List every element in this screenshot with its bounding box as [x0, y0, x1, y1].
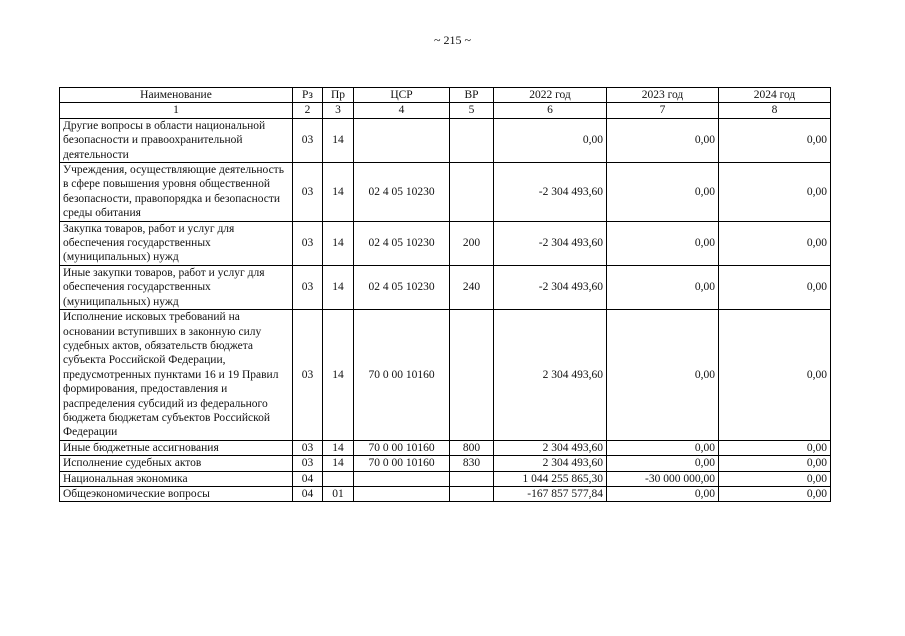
column-number: 7 — [607, 103, 719, 118]
row-csr: 70 0 00 10160 — [354, 456, 450, 471]
row-2023: -30 000 000,00 — [607, 471, 719, 486]
row-csr: 70 0 00 10160 — [354, 440, 450, 455]
row-vr — [450, 486, 494, 501]
row-vr: 830 — [450, 456, 494, 471]
row-name: Исполнение судебных актов — [60, 456, 293, 471]
row-2023: 0,00 — [607, 221, 719, 265]
row-name: Другие вопросы в области национальной безопасности и правоохранительной деятельности — [60, 118, 293, 162]
column-number: 6 — [494, 103, 607, 118]
row-rz: 03 — [293, 118, 323, 162]
row-vr — [450, 163, 494, 222]
header-2024: 2024 год — [719, 88, 831, 103]
row-rz: 03 — [293, 456, 323, 471]
column-number: 4 — [354, 103, 450, 118]
row-2023: 0,00 — [607, 118, 719, 162]
row-2024: 0,00 — [719, 310, 831, 441]
row-pr: 14 — [323, 163, 354, 222]
row-2022: 2 304 493,60 — [494, 440, 607, 455]
page-number: ~ 215 ~ — [434, 33, 471, 47]
row-2023: 0,00 — [607, 440, 719, 455]
row-pr — [323, 471, 354, 486]
row-2023: 0,00 — [607, 486, 719, 501]
row-name: Иные закупки товаров, работ и услуг для обеспечения государственных (муниципальных) нужд — [60, 265, 293, 309]
header-rz: Рз — [293, 88, 323, 103]
row-2022: 1 044 255 865,30 — [494, 471, 607, 486]
header-pr: Пр — [323, 88, 354, 103]
row-2022: -2 304 493,60 — [494, 221, 607, 265]
row-2022: 0,00 — [494, 118, 607, 162]
table-row — [60, 310, 831, 441]
row-csr: 02 4 05 10230 — [354, 163, 450, 222]
row-rz: 03 — [293, 440, 323, 455]
row-pr: 14 — [323, 456, 354, 471]
row-2022: -2 304 493,60 — [494, 265, 607, 309]
row-rz: 03 — [293, 310, 323, 441]
row-2022: 2 304 493,60 — [494, 310, 607, 441]
row-2022: -167 857 577,84 — [494, 486, 607, 501]
row-2024: 0,00 — [719, 440, 831, 455]
table-row — [60, 471, 831, 486]
row-csr: 02 4 05 10230 — [354, 265, 450, 309]
row-name: Исполнение исковых требований на основании вступивших в законную силу судебных актов, обязательств бюджета субъекта Российской Федерации, предусмотренных пунктами 16 и 19 Правил формирования, предоставления и распределения субсидий из федерального бюджета бюджетам субъектов Российской Федерации — [60, 310, 293, 441]
table-row — [60, 118, 831, 162]
table-row — [60, 221, 831, 265]
row-csr: 70 0 00 10160 — [354, 310, 450, 441]
row-2022: 2 304 493,60 — [494, 456, 607, 471]
budget-table — [59, 87, 831, 502]
table-row — [60, 163, 831, 222]
row-pr: 14 — [323, 310, 354, 441]
row-name: Учреждения, осуществляющие деятельность в сфере повышения уровня общественной безопасности, правопорядка и безопасности среды обитания — [60, 163, 293, 222]
row-2023: 0,00 — [607, 265, 719, 309]
row-2024: 0,00 — [719, 471, 831, 486]
row-pr: 01 — [323, 486, 354, 501]
row-csr — [354, 486, 450, 501]
header-row — [60, 88, 831, 103]
header-2022: 2022 год — [494, 88, 607, 103]
row-2024: 0,00 — [719, 118, 831, 162]
row-vr: 200 — [450, 221, 494, 265]
header-csr: ЦСР — [354, 88, 450, 103]
row-2023: 0,00 — [607, 163, 719, 222]
header-2023: 2023 год — [607, 88, 719, 103]
column-number: 1 — [60, 103, 293, 118]
row-2024: 0,00 — [719, 486, 831, 501]
row-rz: 03 — [293, 221, 323, 265]
row-2024: 0,00 — [719, 265, 831, 309]
table-row — [60, 265, 831, 309]
row-2024: 0,00 — [719, 221, 831, 265]
row-csr — [354, 118, 450, 162]
row-2023: 0,00 — [607, 456, 719, 471]
row-vr — [450, 118, 494, 162]
row-csr — [354, 471, 450, 486]
row-pr: 14 — [323, 440, 354, 455]
row-2024: 0,00 — [719, 163, 831, 222]
row-vr — [450, 471, 494, 486]
row-rz: 04 — [293, 486, 323, 501]
row-csr: 02 4 05 10230 — [354, 221, 450, 265]
row-rz: 03 — [293, 265, 323, 309]
header-vr: ВР — [450, 88, 494, 103]
row-vr — [450, 310, 494, 441]
row-pr: 14 — [323, 221, 354, 265]
row-pr: 14 — [323, 118, 354, 162]
row-pr: 14 — [323, 265, 354, 309]
row-vr: 800 — [450, 440, 494, 455]
row-vr: 240 — [450, 265, 494, 309]
row-2022: -2 304 493,60 — [494, 163, 607, 222]
row-name: Закупка товаров, работ и услуг для обеспечения государственных (муниципальных) нужд — [60, 221, 293, 265]
row-2023: 0,00 — [607, 310, 719, 441]
column-number: 8 — [719, 103, 831, 118]
column-number: 5 — [450, 103, 494, 118]
row-rz: 04 — [293, 471, 323, 486]
row-name: Национальная экономика — [60, 471, 293, 486]
column-number: 3 — [323, 103, 354, 118]
column-number: 2 — [293, 103, 323, 118]
table-row — [60, 440, 831, 455]
table-row — [60, 486, 831, 501]
row-name: Общеэкономические вопросы — [60, 486, 293, 501]
column-number-row — [60, 103, 831, 118]
row-2024: 0,00 — [719, 456, 831, 471]
row-name: Иные бюджетные ассигнования — [60, 440, 293, 455]
table-row — [60, 456, 831, 471]
header-name: Наименование — [60, 88, 293, 103]
row-rz: 03 — [293, 163, 323, 222]
